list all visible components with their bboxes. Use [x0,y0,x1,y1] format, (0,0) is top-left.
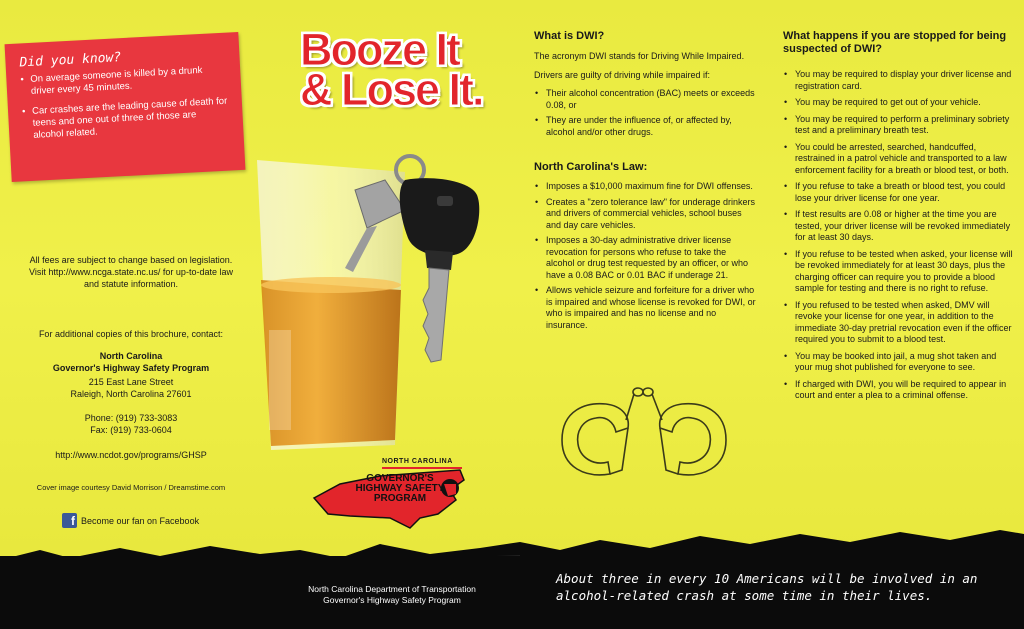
car-key-head-shape [400,178,480,256]
dwi-criteria-list [534,88,756,142]
logo-state-label: NORTH CAROLINA [382,458,453,465]
did-you-know-title: Did you know? [19,50,122,71]
list-item: • On average someone is killed by a drunk driver every 45 minutes. [20,64,227,99]
fax: Fax: (919) 733-0604 [90,425,172,435]
if-stopped-list [783,69,1013,407]
logo-name: GOVERNOR'S HIGHWAY SAFETY PROGRAM [355,473,445,504]
paragraph: Drivers are guilty of driving while impaired if: [534,70,711,80]
list-item: • If charged with DWI, you will be required to appear in court and enter a plea to a criminal offense. [783,379,1013,402]
contact-url[interactable]: http://www.ncdot.gov/programs/GHSP [55,450,207,460]
facebook-icon: f [62,513,77,528]
list-item: • They are under the influence of, or affected by, alcohol and/or other drugs. [534,115,756,138]
footer-org: North Carolina Department of Transportation Governor's Highway Safety Program [308,584,476,605]
car-key-blade-shape [423,268,449,362]
paragraph: The acronym DWI stands for Driving While Impaired. [534,51,745,61]
fees-note: All fees are subject to change based on legislation. Visit http://www.ncga.state.nc.us/ for up-to-date law and statute information. [29,255,233,289]
list-item: • If you refused to be tested when asked, DMV will revoke your license for one year, in addition to the immediate 30-day pretrial revocation even if the officer required you to submit to a blood test. [783,300,1013,346]
did-you-know-box [5,32,246,182]
nc-law-list [534,181,756,335]
list-item: • You may be required to get out of your vehicle. [783,97,1013,109]
list-item: • Allows vehicle seizure and forfeiture for a driver who is impaired and whose license is revoked for DWI, or who is impaired and has no license and no insurance. [534,285,756,331]
title-line-2: & Lose It. [300,64,483,115]
list-item: • If you refuse to take a breath or blood test, you could lose your driver license for one year. [783,181,1013,204]
list-item: • Creates a "zero tolerance law" for underage drinkers and drivers of commercial vehicles, school buses and day care vehicles. [534,197,756,232]
handcuffs-image [556,380,732,482]
did-you-know-list [20,64,229,143]
glass-and-keys-image [255,150,515,460]
list-item: • If you refuse to be tested when asked, your license will be revoked immediately for at least 30 days, plus the charging officer can require you to provide a blood sample for testing and there is no right to refuse. [783,249,1013,295]
contact-heading: For additional copies of this brochure, contact: [38,329,224,339]
phone: Phone: (919) 733-3083 [84,413,178,423]
footer-tagline: About three in every 10 Americans will be involved in an alcohol-related crash at some time in their lives. [556,571,978,603]
list-item: • Car crashes are the leading cause of death for teens and one out of three of those are alcohol related. [22,96,230,143]
list-item: • Their alcohol concentration (BAC) meets or exceeds 0.08, or [534,88,756,111]
brochure-title [300,24,500,115]
list-item: • You may be booked into jail, a mug shot taken and your mug shot published for everyone to see. [783,351,1013,374]
image-credit: Cover image courtesy David Morrison / Dreamstime.com [36,483,226,492]
section-heading: North Carolina's Law: [534,161,648,173]
contact-org: North Carolina Governor's Highway Safety Program [52,351,210,373]
contact-address: 215 East Lane Street Raleigh, North Carolina 27601 [70,377,192,399]
list-item: • You could be arrested, searched, handcuffed, restrained in a patrol vehicle and transported to a law enforcement facility for a breath or blood test, or both. [783,142,1013,177]
title-line-1: Booze It [300,24,459,75]
list-item: • If test results are 0.08 or higher at the time you are tested, your driver license will be revoked immediately for at least 30 days. [783,209,1013,244]
section-heading: What is DWI? [534,30,605,42]
list-item: • Imposes a 30-day administrative driver license revocation for persons who refuse to take the alcohol or drug test requested by an officer, or who have a 0.08 BAC or 0.01 BAC if underage 21. [534,235,756,281]
contact-phones [0,412,262,436]
list-item: • Imposes a $10,000 maximum fine for DWI offenses. [534,181,756,193]
list-item: • You may be required to perform a preliminary sobriety test and a preliminary breath test. [783,114,1013,137]
section-heading: What happens if you are stopped for being suspected of DWI? [783,30,1007,55]
list-item: • You may be required to display your driver license and registration card. [783,69,1013,92]
facebook-label: Become our fan on Facebook [81,515,200,526]
